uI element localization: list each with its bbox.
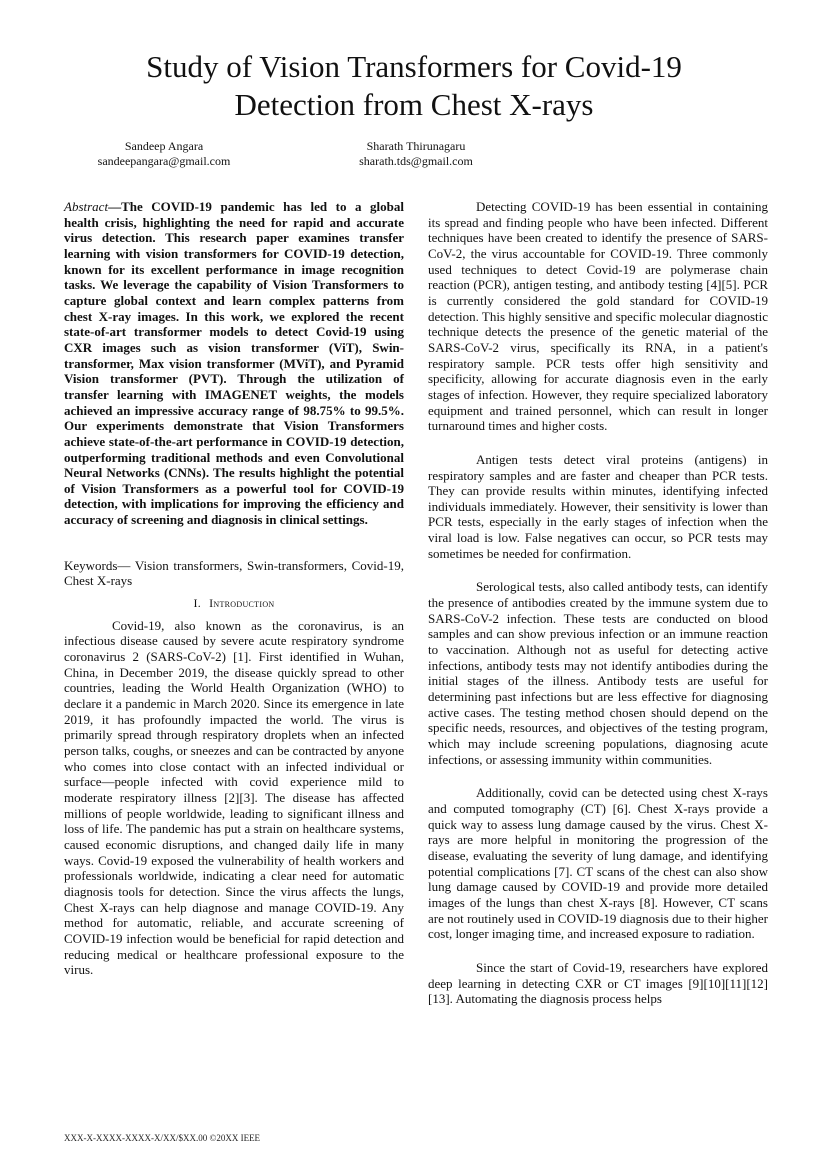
author-block-2 <box>286 139 546 169</box>
body-paragraph-5: Since the start of Covid-19, researchers have explored deep learning in detecting CXR or CT images [9][10][11][12][13]. Automating the diagnosis process helps <box>428 959 768 1007</box>
abstract-text: The COVID-19 pandemic has led to a global health crisis, highlighting the need for rapid and accurate virus detection. This research paper examines transfer learning with vision transformers for COVID-19 detection, known for its excellent performance in image recognition tasks. We leverage the capability of Vision Transformers to capture global context and learn complex patterns from chest X-ray images. In this work, we explored the recent state-of-art transformer models to detect Covid-19 using CXR images such as vision transformer (ViT), Swin-transformer, Max vision transformer (MViT), and Pyramid Vision transformer (PVT). Through the utilization of transfer learning with IMAGENET weights, the models achieved an impressive accuracy range of 98.75% to 99.5%. Our experiments demonstrate that Vision Transformers achieve state-of-the-art performance in COVID-19 detection, outperforming traditional methods and even Convolutional Neural Networks (CNNs). The results highlight the potential of Vision Transformers as a powerful tool for COVID-19 detection, with implications for improving the efficiency and accuracy of screening and diagnosis in clinical settings. <box>64 199 404 528</box>
left-column <box>64 199 404 978</box>
section-heading-introduction <box>64 596 404 612</box>
abstract-label: Abstract <box>64 199 109 214</box>
abstract-dash: — <box>108 199 122 214</box>
copyright-footer: XXX-X-XXXX-XXXX-X/XX/$XX.00 ©20XX IEEE <box>64 1133 261 1143</box>
paper-title-line-2: Detection from Chest X-rays <box>234 87 594 122</box>
section-number: I. <box>193 596 202 611</box>
paper-title-line-1: Study of Vision Transformers for Covid-19 <box>146 49 682 84</box>
author-block-1 <box>34 139 294 169</box>
paper-title <box>40 48 788 124</box>
author-name: Sharath Thirunagaru <box>366 139 466 153</box>
author-email: sandeepangara@gmail.com <box>97 154 231 168</box>
body-paragraph-1: Detecting COVID-19 has been essential in containing its spread and finding people who have been infected. Different techniques have been created to identify the presence of SARS-CoV-2, the virus accountable for COVID-19. Three commonly used techniques to detect Covid-19 are polymerase chain reaction (PCR), antigen testing, and antibody testing [4][5]. PCR is currently considered the gold standard for COVID-19 detection. This highly sensitive and specific molecular diagnostic technique detects the presence of the genetic material of the SARS-CoV-2 virus, specifically its RNA, in a patient's respiratory sample. PCR tests offer high sensitivity and specificity, allowing for accurate diagnosis even in the early stages of infection. However, they require specialized laboratory equipment and trained personnel, which can result in longer turnaround times and higher costs. <box>428 199 768 434</box>
abstract <box>64 199 404 528</box>
keywords: Keywords— Vision transformers, Swin-transformers, Covid-19, Chest X-rays <box>64 557 404 589</box>
body-paragraph-4: Additionally, covid can be detected using chest X-rays and computed tomography (CT) [6]. Chest X-rays provide a quick way to assess lung damage caused by the virus. Chest X-rays are more helpful in monitoring the progression of the disease, evaluating the severity of lung damage, and identifying potential complications [7]. CT scans of the chest can also show lung damage caused by COVID-19 and provide more detailed images of the lungs than chest X-rays [8]. However, CT scans are not routinely used in COVID-19 diagnosis due to their higher cost, longer imaging time, and increased exposure to radiation. <box>428 785 768 942</box>
right-column <box>428 199 768 1007</box>
body-paragraph-3: Serological tests, also called antibody tests, can identify the presence of antibodies created by the immune system due to SARS-CoV-2 infection. These tests are conducted on blood samples and can show previous infection or an immune reaction to vaccination. Although not as useful for detecting active infections, antibody tests may not identify antibodies during the initial stages of the illness. Antibody tests are useful for determining past infections but are less effective for diagnosing active cases. The testing method chosen should depend on the specific needs, resources, and objectives of the testing program, which may include screening populations, diagnosing acute infections, or assessing immunity within communities. <box>428 579 768 767</box>
section-title: Introduction <box>209 596 275 611</box>
intro-paragraph-1: Covid-19, also known as the coronavirus, is an infectious disease caused by severe acute respiratory syndrome coronavirus 2 (SARS-CoV-2) [1]. First identified in Wuhan, China, in December 2019, the disease quickly spread to other countries, leading the World Health Organization (WHO) to declare it a pandemic in March 2020. Since its emergence in late 2019, it has profoundly impacted the world. The virus is primarily spread through respiratory droplets when an infected person talks, coughs, or sneezes and can be contracted by anyone who comes into close contact with an infected individual or surface—people infected with covid experience mild to moderate respiratory illness [2][3]. The disease has affected millions of people worldwide, leading to significant illness and loss of life. The pandemic has put a strain on healthcare systems, caused economic disruptions, and changed daily life in many ways. Covid-19 exposed the vulnerability of health workers and professionals worldwide, indicating a clear need for automatic diagnosis tools for detection. Since the virus affects the lungs, Chest X-rays can help diagnose and manage COVID-19. Any method for automatic, reliable, and accurate screening of COVID-19 infection would be beneficial for rapid detection and reducing medical or healthcare professional exposure to the virus. <box>64 617 404 978</box>
body-paragraph-2: Antigen tests detect viral proteins (antigens) in respiratory samples and are faster and cheaper than PCR tests. They can provide results within minutes, identifying infected individuals immediately. However, their sensitivity is lower than PCR tests, especially in the early stages of infection when the viral load is low. False negatives can occur, so PCR tests may sometimes be needed for confirmation. <box>428 451 768 561</box>
author-name: Sandeep Angara <box>124 139 204 153</box>
author-email: sharath.tds@gmail.com <box>359 154 473 168</box>
